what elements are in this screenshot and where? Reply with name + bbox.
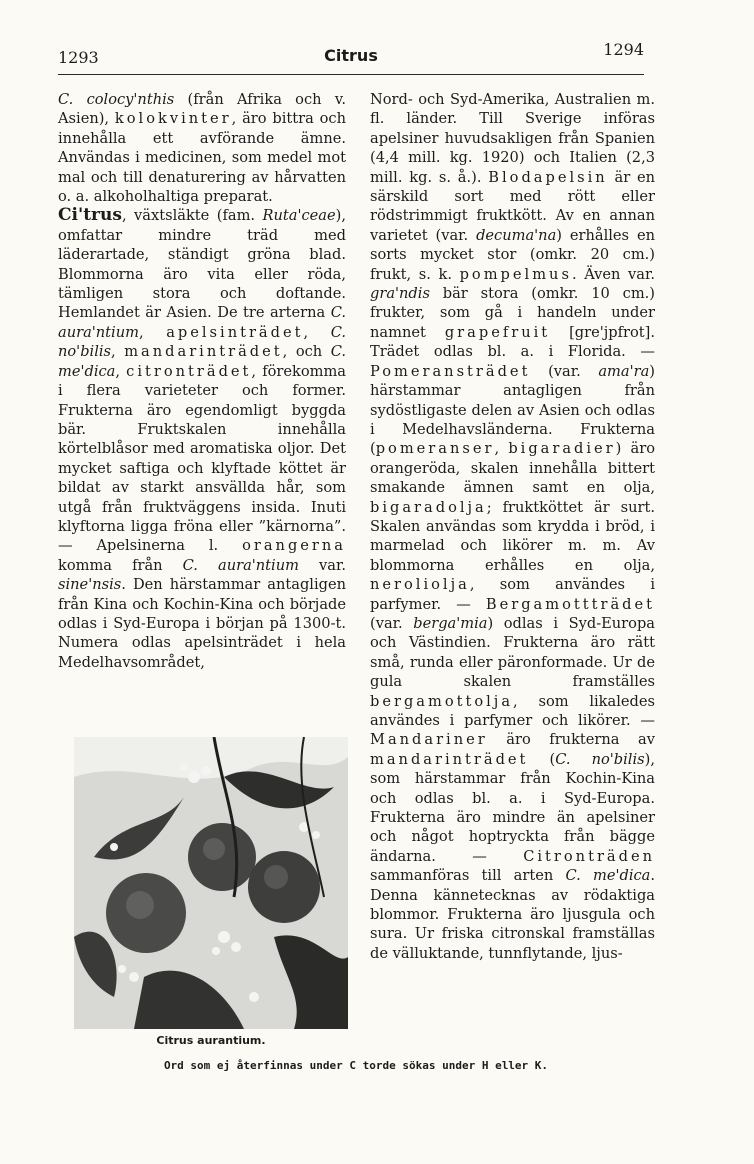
text: är en särskild sort med rött eller rödstrimmigt fruktkött. Av en annan varietet (var. <box>370 168 655 244</box>
term: Ruta'ceae <box>262 207 336 225</box>
text: (var. <box>530 362 599 380</box>
text: Nord- och Syd-Amerika, Australien m. fl. länder. Till Sverige införas apelsiner huvudsakligen från Spanien (4,4 mill. kg. 1920) och Italien (2,3 mill. kg. s. å.). <box>370 91 655 186</box>
text: ) härstammar antagligen från sydöstligaste delen av Asien och odlas i Medelhavsländerna. Frukterna ( <box>370 362 655 458</box>
text: ) erhålles en sorts mycket stor (omkr. 20 cm.) frukt, s. k. <box>370 226 655 283</box>
term: sine'nsis <box>58 576 122 594</box>
text: (var. <box>370 614 414 632</box>
spaced-term: citronträdet <box>126 362 252 380</box>
spaced-term: bergamottolja <box>370 692 514 710</box>
term: C. no'bilis <box>555 750 645 768</box>
footer-note: Ord som ej återfinnas under C torde sökas under H eller K. <box>163 1059 549 1072</box>
text: ), omfattar mindre träd med läderartade, ständigt gröna blad. Blommorna äro vita eller röda, tämligen stora och doftande. Hemlandet är Asien. De tre arterna <box>58 207 346 322</box>
text: , förekomma i flera varieteter och former. Frukterna äro egendomligt byggda bär. Fruktskalen innehålla körtelblåsor med aromatiska oljor. Det mycket saftiga och klyftade köttet är bildat av starkt ansvällda hår, som utgå från fruktväggens insida. Inuti klyftorna ligga fröna eller ”kärnorna”. — Apelsinerna l. <box>58 362 346 555</box>
text: , och <box>282 343 331 361</box>
text: ) äro orangeröda, skalen innehålla bittert smakande ämnen samt en olja, <box>370 440 656 497</box>
term: C. no'bilis <box>58 323 346 361</box>
text: ), som härstammar från Kochin-Kina och odlas bl. a. i Syd-Europa. Frukterna äro mindre än apelsiner och något hoptryckta från bägge ändarna. — <box>370 750 655 865</box>
text: (från Afrika och v. Asien), <box>58 91 346 128</box>
text: ; fruktköttet är surt. Skalen användas som krydda i bröd, i marmelad och likörer m. m. Av blommorna erhålles en olja, <box>370 498 655 574</box>
spaced-term: mandarinträdet <box>370 750 529 768</box>
text: , <box>303 323 331 341</box>
spaced-term: Citronträden <box>523 847 655 865</box>
colocynthis-paragraph <box>58 90 346 206</box>
text: [gre'jpfrot]. Trädet odlas bl. a. i Florida. — <box>370 323 656 361</box>
orange-branch-illustration <box>74 737 348 1029</box>
text: äro frukterna av <box>487 731 655 749</box>
text: , <box>111 343 125 361</box>
spaced-term: pomeranser <box>375 440 495 458</box>
headword: Ci'trus <box>58 205 122 226</box>
spaced-term: Blodapelsin <box>488 168 608 186</box>
left-column <box>58 90 346 672</box>
text: , som användes i parfymer. — <box>370 576 655 613</box>
text: komma från <box>58 556 183 574</box>
running-title: Citrus <box>324 46 378 65</box>
text: , växtsläkte (fam. <box>121 207 263 225</box>
text: , <box>138 323 167 341</box>
term: C. aura'ntium <box>182 556 299 574</box>
text: . Den härstammar antagligen från Kina och Kochin-Kina och började odlas i Syd-Europa i början på 1300-t. Numera odlas apelsinträdet i hela Medelhavsområdet, <box>58 576 346 671</box>
text: , som likaledes användes i parfymer och likörer. — <box>370 692 655 729</box>
spaced-term: apelsinträdet <box>166 323 304 341</box>
text: . Denna kännetecknas av rödaktiga blommor. Frukterna äro ljusgula och sura. Ur friska citronskal framställas de välluktande, tunnflytande, ljus- <box>370 867 655 962</box>
page-number-left: 1293 <box>58 48 99 67</box>
term: C. aura'ntium <box>58 304 346 341</box>
spaced-term: neroliolja <box>370 576 470 594</box>
spaced-term: mandarinträdet <box>124 343 283 361</box>
citrus-entry <box>58 206 346 672</box>
right-column-text <box>370 90 655 963</box>
spaced-term: bigaradolja <box>370 498 487 516</box>
spaced-term: grapefruit <box>444 323 551 341</box>
spaced-term: pompelmus <box>459 265 572 283</box>
text: var. <box>298 556 346 574</box>
text: , <box>115 362 127 380</box>
citrus-photograph <box>74 737 348 1029</box>
spaced-term: orangerna <box>242 537 346 555</box>
figure-caption: Citrus aurantium. <box>156 1034 266 1047</box>
text: , äro bittra och innehålla ett avförande ämne. Användas i medicinen, som medel mot mal och till denaturering av hårvatten o. a. alkoholhaltiga preparat. <box>58 110 347 206</box>
term: berga'mia <box>413 614 488 632</box>
spaced-term: kolokvinter <box>114 110 232 128</box>
term: gra'ndis <box>370 285 430 303</box>
text: bär stora (omkr. 10 cm.) frukter, som gå i handeln under namnet <box>370 285 655 341</box>
term: C. me'dica <box>565 867 651 885</box>
page-header <box>58 38 644 75</box>
text: . Även var. <box>571 265 655 283</box>
text: ( <box>528 750 556 768</box>
spaced-term: Pomeransträdet <box>370 362 531 380</box>
text: sammanföras till arten <box>370 867 566 885</box>
term: decuma'na <box>476 226 557 244</box>
page-number-right: 1294 <box>603 40 644 59</box>
spaced-term: bigaradier <box>508 440 616 458</box>
spaced-term: Mandariner <box>370 731 488 749</box>
right-column <box>370 90 655 963</box>
spaced-term: Bergamottträdet <box>485 595 655 613</box>
text: ) odlas i Syd-Europa och Västindien. Frukterna äro rätt små, runda eller päronformade. Ur de gula skalen framställes <box>370 614 655 691</box>
term: C. colocy'nthis <box>58 91 175 108</box>
term: C. me'dica <box>58 343 347 380</box>
text: , <box>494 440 509 458</box>
term: ama'ra <box>598 362 650 380</box>
